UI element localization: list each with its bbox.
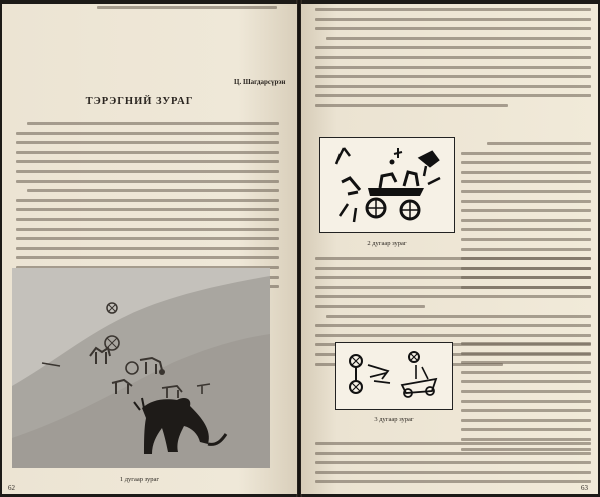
right-lower-side-text bbox=[461, 342, 591, 457]
author-name: Ц. Шагдарсүрэн bbox=[234, 78, 286, 86]
figure-2-caption: 2 дугаар зураг bbox=[367, 240, 407, 247]
left-page-number: 62 bbox=[8, 484, 15, 492]
article-heading: ТЭРЭГНИЙ ЗУРАГ bbox=[85, 96, 194, 107]
figure-2-chariot-drawing bbox=[319, 137, 455, 233]
right-bottom-text bbox=[315, 442, 591, 490]
right-page-number: 63 bbox=[581, 484, 588, 492]
figure-3-caption: 3 дугаар зураг bbox=[374, 416, 414, 423]
figure-1-caption: 1 дугаар зураг bbox=[119, 476, 160, 483]
left-top-remnant-text bbox=[97, 6, 277, 16]
left-page bbox=[2, 4, 297, 494]
figure-3-petroglyph-drawing bbox=[335, 342, 453, 410]
right-page bbox=[301, 4, 598, 494]
right-top-text bbox=[315, 8, 591, 114]
figure-1-rock-art-photo bbox=[12, 268, 270, 468]
